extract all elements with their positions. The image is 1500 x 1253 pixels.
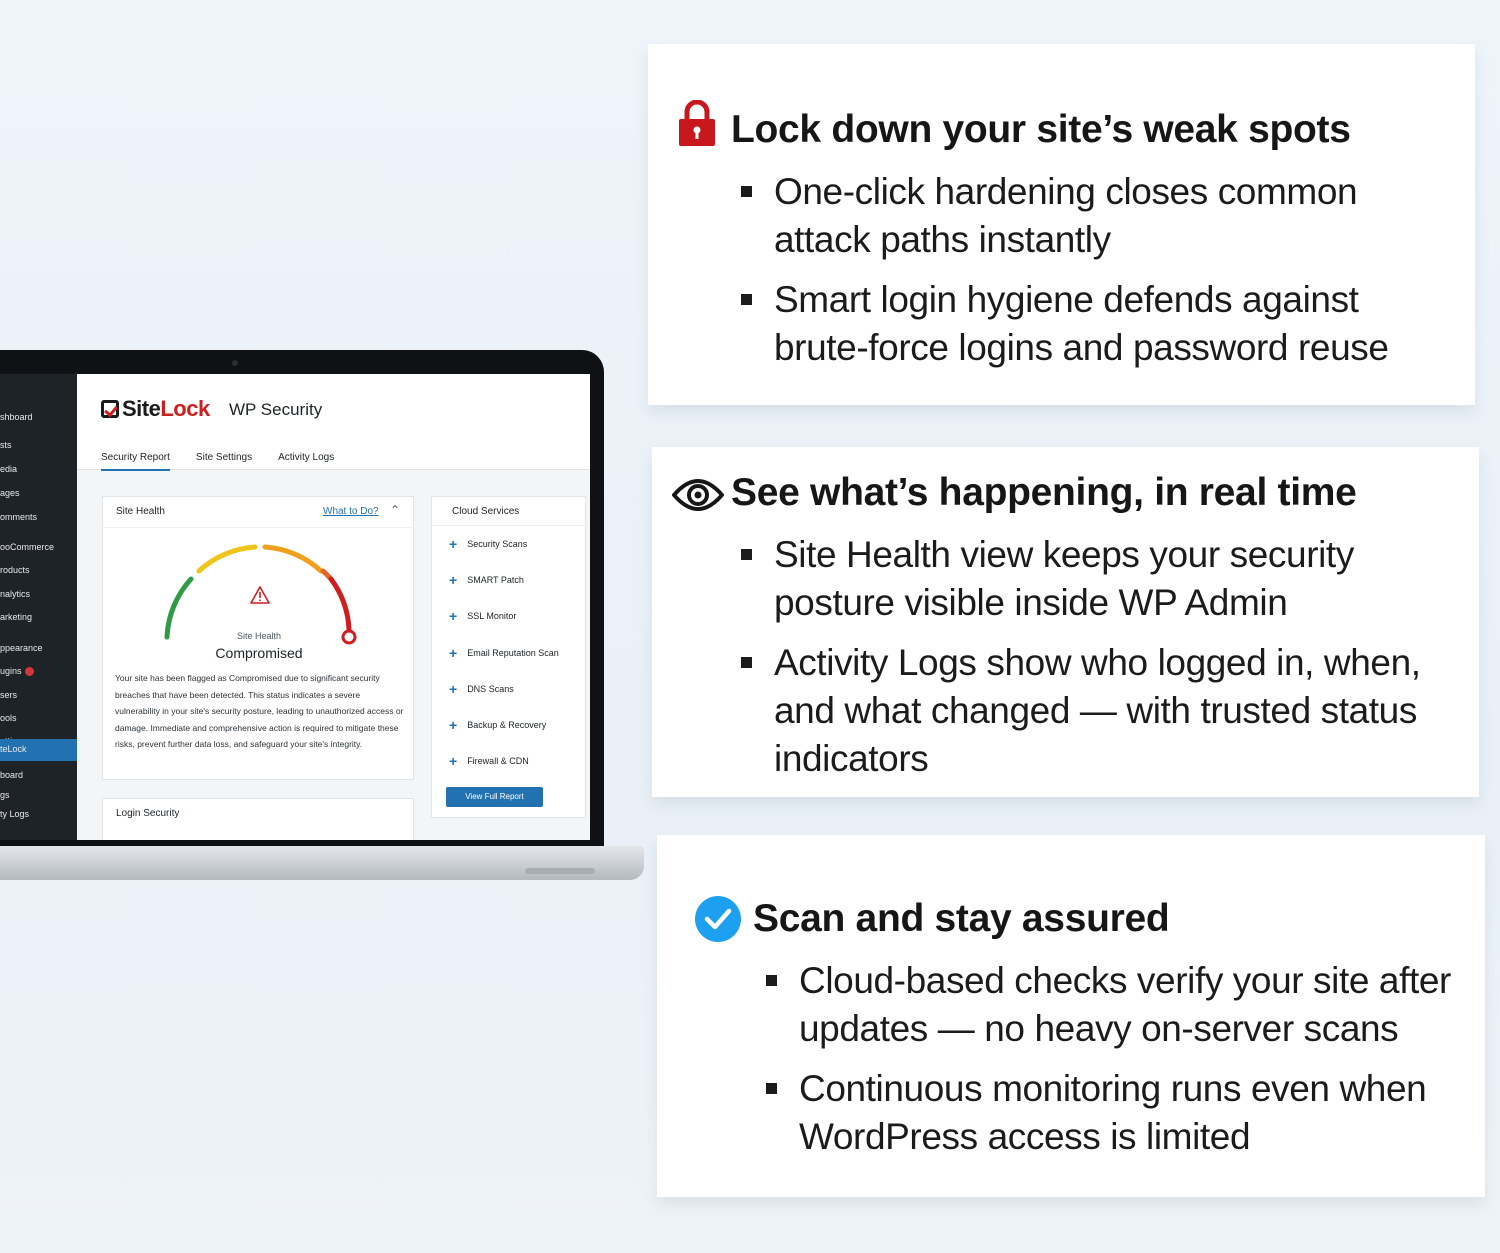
scan-item-label: Firewall & CDN xyxy=(467,756,529,766)
scan-item-label: DNS Scans xyxy=(467,684,514,694)
sitelock-check-icon xyxy=(101,400,119,418)
scan-item-label: Security Scans xyxy=(467,539,528,549)
product-name: WP Security xyxy=(229,400,323,419)
plus-icon: + xyxy=(449,608,458,624)
scan-item[interactable] xyxy=(449,753,529,769)
plus-icon: + xyxy=(449,536,458,552)
sidebar-item-tools[interactable]: ools xyxy=(0,713,17,723)
gauge-segment-orange xyxy=(265,547,321,571)
plus-icon: + xyxy=(449,572,458,588)
eye-icon xyxy=(672,477,724,513)
wp-admin-screen xyxy=(0,374,590,840)
site-health-description: Your site has been flagged as Compromised due to significant security breaches that have been detected. This status indicates a severe vulnerability in your site's security posture, leading to unauthorized access or damage. Immediate and comprehensive action is required to mitigate these risks, prevent further data loss, and safeguard your site's integrity. xyxy=(115,673,404,750)
sidebar-item-marketing[interactable]: arketing xyxy=(0,612,33,622)
feature-heading: Scan and stay assured xyxy=(753,897,1170,940)
gauge-status-label: Site Health xyxy=(236,631,282,641)
sidebar-subitem-activity-logs[interactable]: ty Logs xyxy=(0,809,30,819)
cloud-services-card xyxy=(431,496,586,818)
scan-item[interactable] xyxy=(449,572,524,588)
scan-item-label: Backup & Recovery xyxy=(467,720,547,730)
gauge-segment-yellow xyxy=(199,547,255,571)
plus-icon: + xyxy=(449,681,458,697)
plus-icon: + xyxy=(449,645,458,661)
feature-bullet: Continuous monitoring runs even when WordPress access is limited xyxy=(766,1065,1476,1161)
logo-site-text: Site xyxy=(122,396,161,421)
sidebar-item-dashboard[interactable]: shboard xyxy=(0,412,33,422)
feature-card-lockdown xyxy=(648,44,1475,405)
login-security-title: Login Security xyxy=(116,808,180,819)
feature-bullet: One-click hardening closes common attack paths instantly xyxy=(741,168,1461,264)
site-health-card xyxy=(102,496,414,780)
tab-activity-logs[interactable]: Activity Logs xyxy=(278,452,335,463)
camera-dot xyxy=(232,360,238,366)
sidebar-subitem-dashboard[interactable]: board xyxy=(0,770,24,780)
sidebar-item-comments[interactable]: omments xyxy=(0,512,38,522)
feature-heading: See what’s happening, in real time xyxy=(731,471,1357,514)
scan-item[interactable] xyxy=(449,681,514,697)
sidebar-item-posts[interactable]: sts xyxy=(0,440,12,450)
scan-item[interactable] xyxy=(449,536,527,552)
chevron-up-icon[interactable]: ⌃ xyxy=(390,503,401,517)
feature-bullets xyxy=(741,168,1461,384)
plugin-tabs xyxy=(101,452,334,471)
warning-icon xyxy=(251,587,269,603)
scan-item-label: SSL Monitor xyxy=(467,611,517,621)
feature-bullet: Activity Logs show who logged in, when, and what changed — with trusted status indicators xyxy=(741,639,1471,783)
feature-card-realtime xyxy=(652,447,1479,797)
laptop-base-notch xyxy=(525,868,595,874)
sidebar-item-sitelock[interactable]: teLock xyxy=(0,739,77,761)
plus-icon: + xyxy=(449,753,458,769)
scan-item-label: SMART Patch xyxy=(467,575,524,585)
feature-card-scan xyxy=(657,835,1485,1197)
sidebar-item-appearance[interactable]: ppearance xyxy=(0,643,43,653)
card-divider xyxy=(432,525,585,526)
scan-item[interactable] xyxy=(449,645,559,661)
scan-item[interactable] xyxy=(449,717,546,733)
wp-admin-sidebar xyxy=(0,374,77,840)
tab-site-settings[interactable]: Site Settings xyxy=(195,452,253,463)
scan-item-label: Email Reputation Scan xyxy=(467,648,559,658)
check-circle-icon xyxy=(694,895,742,943)
lock-icon xyxy=(678,100,716,148)
card-divider xyxy=(103,527,413,528)
sidebar-item-plugins-label: ugins xyxy=(0,666,22,676)
feature-bullet: Smart login hygiene defends against brute-force logins and password reuse xyxy=(741,276,1461,372)
sidebar-item-media[interactable]: edia xyxy=(0,464,18,474)
sidebar-item-users[interactable]: sers xyxy=(0,690,18,700)
plugin-main-area xyxy=(77,374,590,840)
sidebar-subitem-settings[interactable]: gs xyxy=(0,790,10,800)
sidebar-item-plugins[interactable] xyxy=(0,666,34,676)
site-health-title: Site Health xyxy=(116,506,165,517)
sidebar-item-woocommerce[interactable]: ooCommerce xyxy=(0,542,55,552)
feature-heading: Lock down your site’s weak spots xyxy=(731,108,1351,151)
update-badge xyxy=(25,667,34,676)
gauge-segment-red xyxy=(331,579,349,629)
laptop-mockup xyxy=(0,350,645,885)
feature-bullet: Cloud-based checks verify your site after updates — no heavy on-server scans xyxy=(766,957,1476,1053)
feature-bullets xyxy=(766,957,1476,1173)
laptop-base xyxy=(0,846,644,880)
view-full-report-button[interactable]: View Full Report xyxy=(446,787,543,807)
login-security-card xyxy=(102,798,414,840)
feature-bullet: Site Health view keeps your security posture visible inside WP Admin xyxy=(741,531,1471,627)
sidebar-item-products[interactable]: roducts xyxy=(0,565,30,575)
sidebar-item-analytics[interactable]: nalytics xyxy=(0,589,31,599)
sidebar-item-pages[interactable]: ages xyxy=(0,488,20,498)
plugin-header xyxy=(77,374,590,470)
tab-security-report[interactable]: Security Report xyxy=(101,452,170,471)
plus-icon: + xyxy=(449,717,458,733)
gauge-status-value: Compromised xyxy=(215,645,303,661)
logo-lock-text: Lock xyxy=(160,396,210,421)
cloud-services-title: Cloud Services xyxy=(452,506,520,517)
sitelock-logo xyxy=(101,396,210,422)
gauge-segment-green xyxy=(167,579,191,637)
feature-bullets xyxy=(741,531,1471,795)
scan-item[interactable] xyxy=(449,608,516,624)
what-to-do-link[interactable]: What to Do? xyxy=(323,506,379,517)
